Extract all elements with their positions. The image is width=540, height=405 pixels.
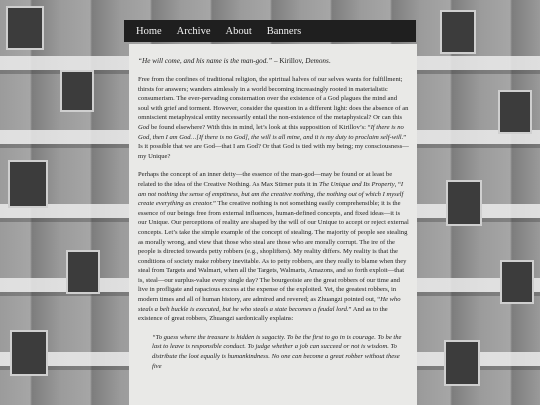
paragraph-1-text-a: Free from the confines of traditional religion, the spiritual halves of our selves wants for fulfillment; thirsts for answers; wanders aimlessly in a world becoming increasingly rooted in materialistic consumerism. The ever-pervading consternation over the existence of a God plagues the mind and soul with grief and torment. However, consider the question in a different light: does the absence of an omniscient metaphysical entity necessarily entail the non-existence of the metaphysical? Or can this [138,76,409,122]
paragraph-1-quote: If there is no God, then I am God…[If there is no God], the will is all mine, and it is my duty to proclaim self-will. [138,123,404,141]
epigraph-attribution: – Kirillov, [272,57,306,65]
paragraph-1-god: God [138,123,150,131]
paragraph-1 [138,75,409,161]
paragraph-1-text-c: ” Is it possible that we are God—that I am God? Or that God is tied with my being; my consciousness—my Unique? [138,133,409,160]
top-navbar [124,20,416,42]
paragraph-2 [138,170,409,324]
epigraph-end: . [328,57,331,65]
paragraph-2-text-d: ” And as to the existence of great robbers, Zhuangzi sardonically explains: [138,305,388,323]
paragraph-1-text-b: be found elsewhere? With this in mind, let’s look at this supposition of Kirillov’s: “ [149,123,371,131]
epigraph-quote: “He will come, and his name is the man-god.” [138,57,273,65]
zhuangzi-blockquote: “To guess where the treasure is hidden is sagacity. To be the first to go in is courage. To be the last to leave is responsible conduct. To judge whether a job can succeed or not is wisdom. To distribute the loot equally is humankindness. No one can become a great robber without these five [152,333,402,370]
epigraph-source: Demons [305,57,329,65]
nav-home-link[interactable]: Home [136,25,162,37]
paragraph-2-quote: I am not nothing the sense of emptiness, but am the creative nothing, the nothing out of which I myself create everything as creator. [138,180,404,208]
paragraph-2-quote-2: He who steals a belt buckle is executed, but he who steals a state becomes a feudal lord. [138,296,401,313]
paragraph-2-book-title: The Unique and Its Property [319,180,395,188]
article-panel [129,44,417,405]
nav-about-link[interactable]: About [225,25,252,37]
epigraph [138,56,409,66]
nav-archive-link[interactable]: Archive [176,25,211,37]
nav-banners-link[interactable]: Banners [266,25,302,37]
paragraph-2-text-a: Perhaps the concept of an inner deity—the essence of the man-god—may be found or at least be related to the idea of the Creative Nothing. As Max Stirner puts it in [138,171,393,188]
paragraph-2-text-b: , “ [394,180,401,188]
paragraph-2-text-c: ” The creative nothing is not something easily comprehensible; it is the essence of our beings free from external influences, human-defined concepts, and fixed ideas—it is our Unique. Our perceptions of reality are shaped by the will of our Unique to accept or reject external concepts. Let’s take the simple example of the concept of stealing. The majority of people see stealing as morally wrong, and view that those who steal are those who are morally corrupt. The ire of the people is directed towards petty robbers (e.g., shoplifters). My reality differs. My reality is that the conditions of society make robbery inevitable. As to petty robbers, are they really to blame when they steal from Targets and Walmart, when all the Targets, Walmarts, Amazons, and so forth exploit—that is, steal—our surplus-value every single day? The bourgeoisie are the great robbers of our time and live in profligate and rapacious excess at the expense of the exploited. Yet, the greatest robbers, in modern times and all of human history, are admired and revered; as Zhuangzi pointed out, “ [138,200,409,304]
